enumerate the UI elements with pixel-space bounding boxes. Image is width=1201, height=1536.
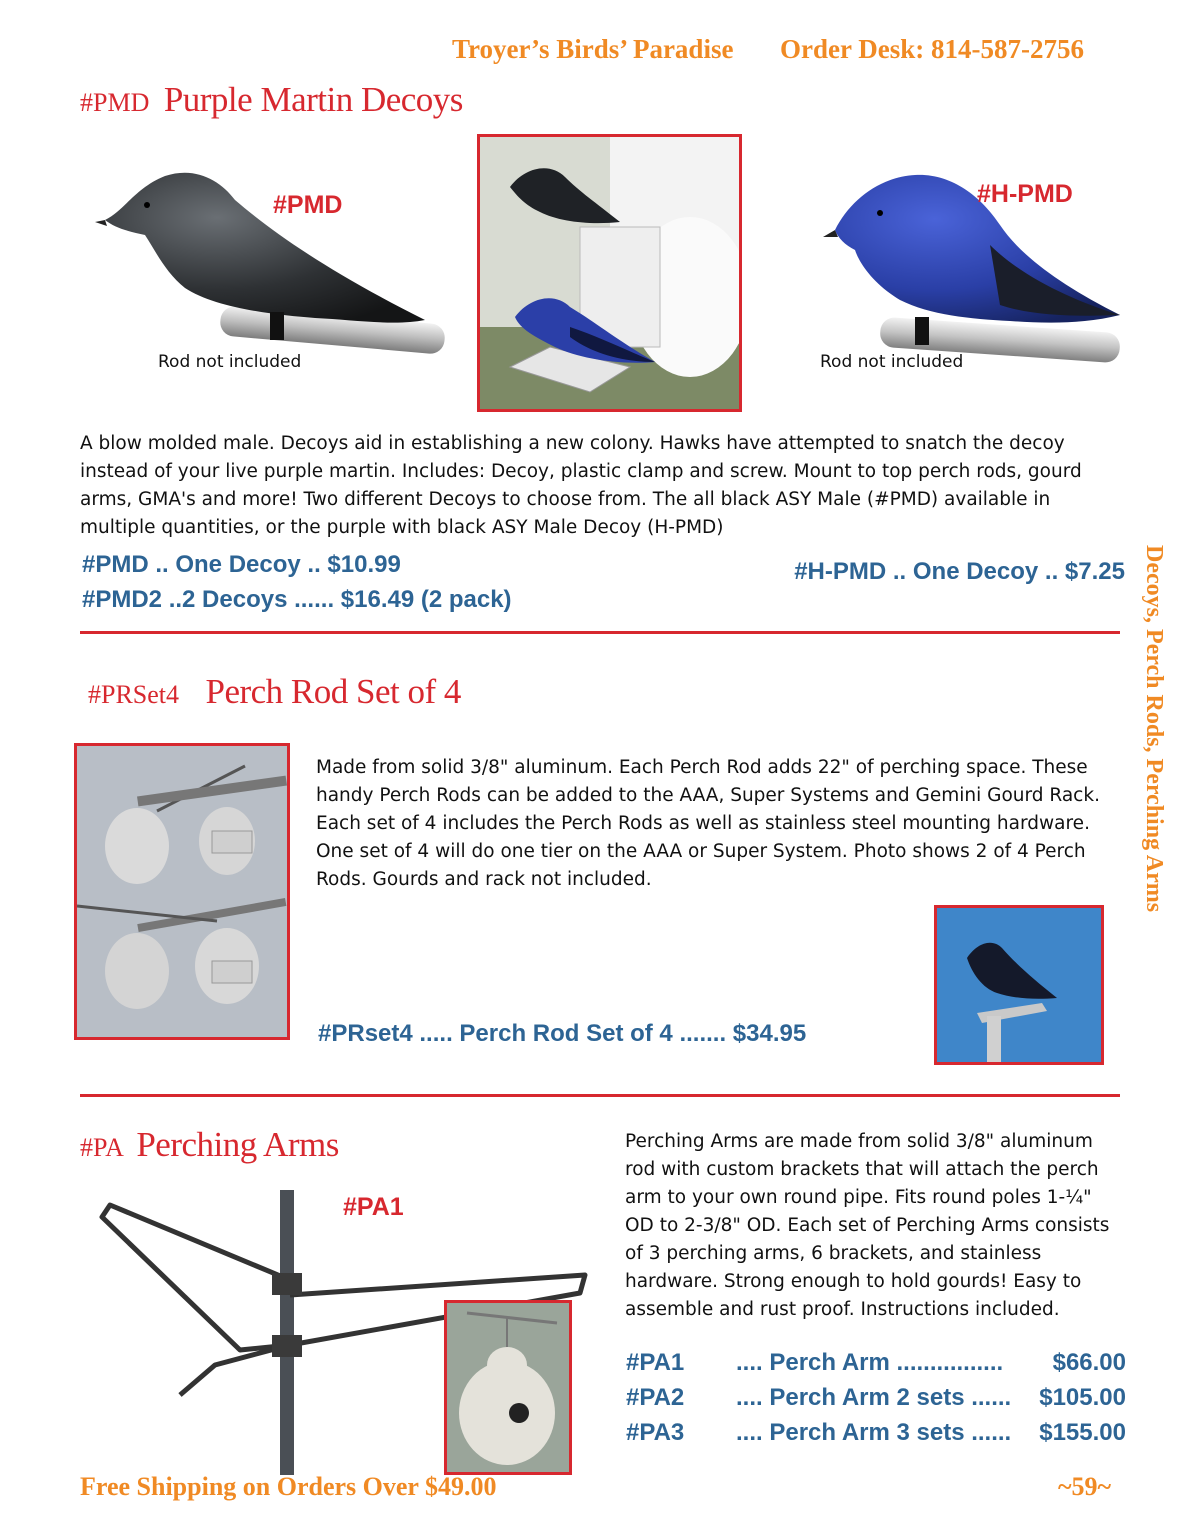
pa-price-value: $66.00 — [1052, 1349, 1126, 1376]
pa-price-code: #PA2 — [626, 1384, 685, 1411]
pa-price-name: .... Perch Arm 2 sets ...... — [736, 1384, 1012, 1411]
section-title-prset — [88, 672, 461, 712]
rod-note-right: Rod not included — [820, 352, 964, 372]
prset-description: Made from solid 3/8" aluminum. Each Perch Rod adds 22" of perching space. These handy Perch Rods can be added to the AAA, Super Systems and Gemini Gourd Rack. Each set of 4 includes the Perch Rods as well as stainless steel mounting hardware. One set of 4 will do one tier on the AAA or Super System. Photo shows 2 of 4 Perch Rods. Gourds and rack not included. — [316, 757, 1100, 890]
pa1-image-label: #PA1 — [343, 1193, 404, 1221]
decoys-on-house-photo — [477, 134, 742, 412]
section-title-pa — [80, 1125, 339, 1165]
pa-description: Perching Arms are made from solid 3/8" aluminum rod with custom brackets that will attach the perch arm to your own round pipe. Fits round poles 1-¼" OD to 2-3/8" OD. Each set of Perching Arms consists of 3 perching arms, 6 brackets, and stainless hardware. Strong enough to hold gourds! Easy to assemble and rust proof. Instructions included. — [625, 1131, 1110, 1320]
pa-code: #PA — [80, 1133, 124, 1162]
pa-title: Perching Arms — [136, 1125, 339, 1164]
section-title-pmd — [80, 80, 463, 120]
pa-price-row — [626, 1349, 1126, 1384]
martin-on-rod-photo — [934, 905, 1104, 1065]
store-name: Troyer’s Birds’ Paradise — [452, 34, 734, 64]
pmd-description: A blow molded male. Decoys aid in establishing a new colony. Hawks have attempted to snatch the decoy instead of your live purple martin. Includes: Decoy, plastic clamp and screw. Mount to top perch rods, gourd arms, GMA's and more! Two different Decoys to choose from. The all black ASY Male (#PMD) available in multiple quantities, or the purple with black ASY Male Decoy (H-PMD) — [80, 433, 1082, 538]
prset-title: Perch Rod Set of 4 — [205, 672, 461, 711]
pmd-price-two: #PMD2 ..2 Decoys ...... $16.49 (2 pack) — [82, 586, 512, 613]
pa-price-value: $155.00 — [1039, 1419, 1126, 1446]
page-number: ~59~ — [1058, 1472, 1112, 1501]
h-pmd-price: #H-PMD .. One Decoy .. $7.25 — [794, 558, 1125, 585]
pmd-image-label: #PMD — [273, 191, 343, 219]
perch-rod-gourds-photo — [74, 743, 290, 1040]
pa-price-code: #PA1 — [626, 1349, 685, 1376]
free-shipping-note: Free Shipping on Orders Over $49.00 — [80, 1472, 497, 1501]
pa-price-code: #PA3 — [626, 1419, 685, 1446]
h-pmd-image-label: #H-PMD — [977, 180, 1073, 208]
rod-note-left: Rod not included — [158, 352, 302, 372]
divider-1 — [80, 631, 1120, 634]
prset-price: #PRset4 ..... Perch Rod Set of 4 ....... $34.95 — [318, 1020, 807, 1047]
pa-price-name: .... Perch Arm ................ — [736, 1349, 1004, 1376]
side-tab: Decoys, Perch Rods, Perching Arms — [1141, 545, 1167, 913]
pa-price-row — [626, 1419, 1126, 1454]
gourd-on-arm-photo — [444, 1300, 572, 1475]
order-desk-phone: Order Desk: 814-587-2756 — [780, 34, 1084, 64]
pa-price-row — [626, 1384, 1126, 1419]
pmd-title: Purple Martin Decoys — [163, 80, 463, 119]
pa-price-list — [626, 1349, 1126, 1454]
pmd-price-one: #PMD .. One Decoy .. $10.99 — [82, 551, 401, 578]
prset-code: #PRSet4 — [88, 680, 180, 709]
pa-price-name: .... Perch Arm 3 sets ...... — [736, 1419, 1012, 1446]
divider-2 — [80, 1094, 1120, 1097]
pmd-code: #PMD — [80, 88, 150, 117]
pa-price-value: $105.00 — [1039, 1384, 1126, 1411]
